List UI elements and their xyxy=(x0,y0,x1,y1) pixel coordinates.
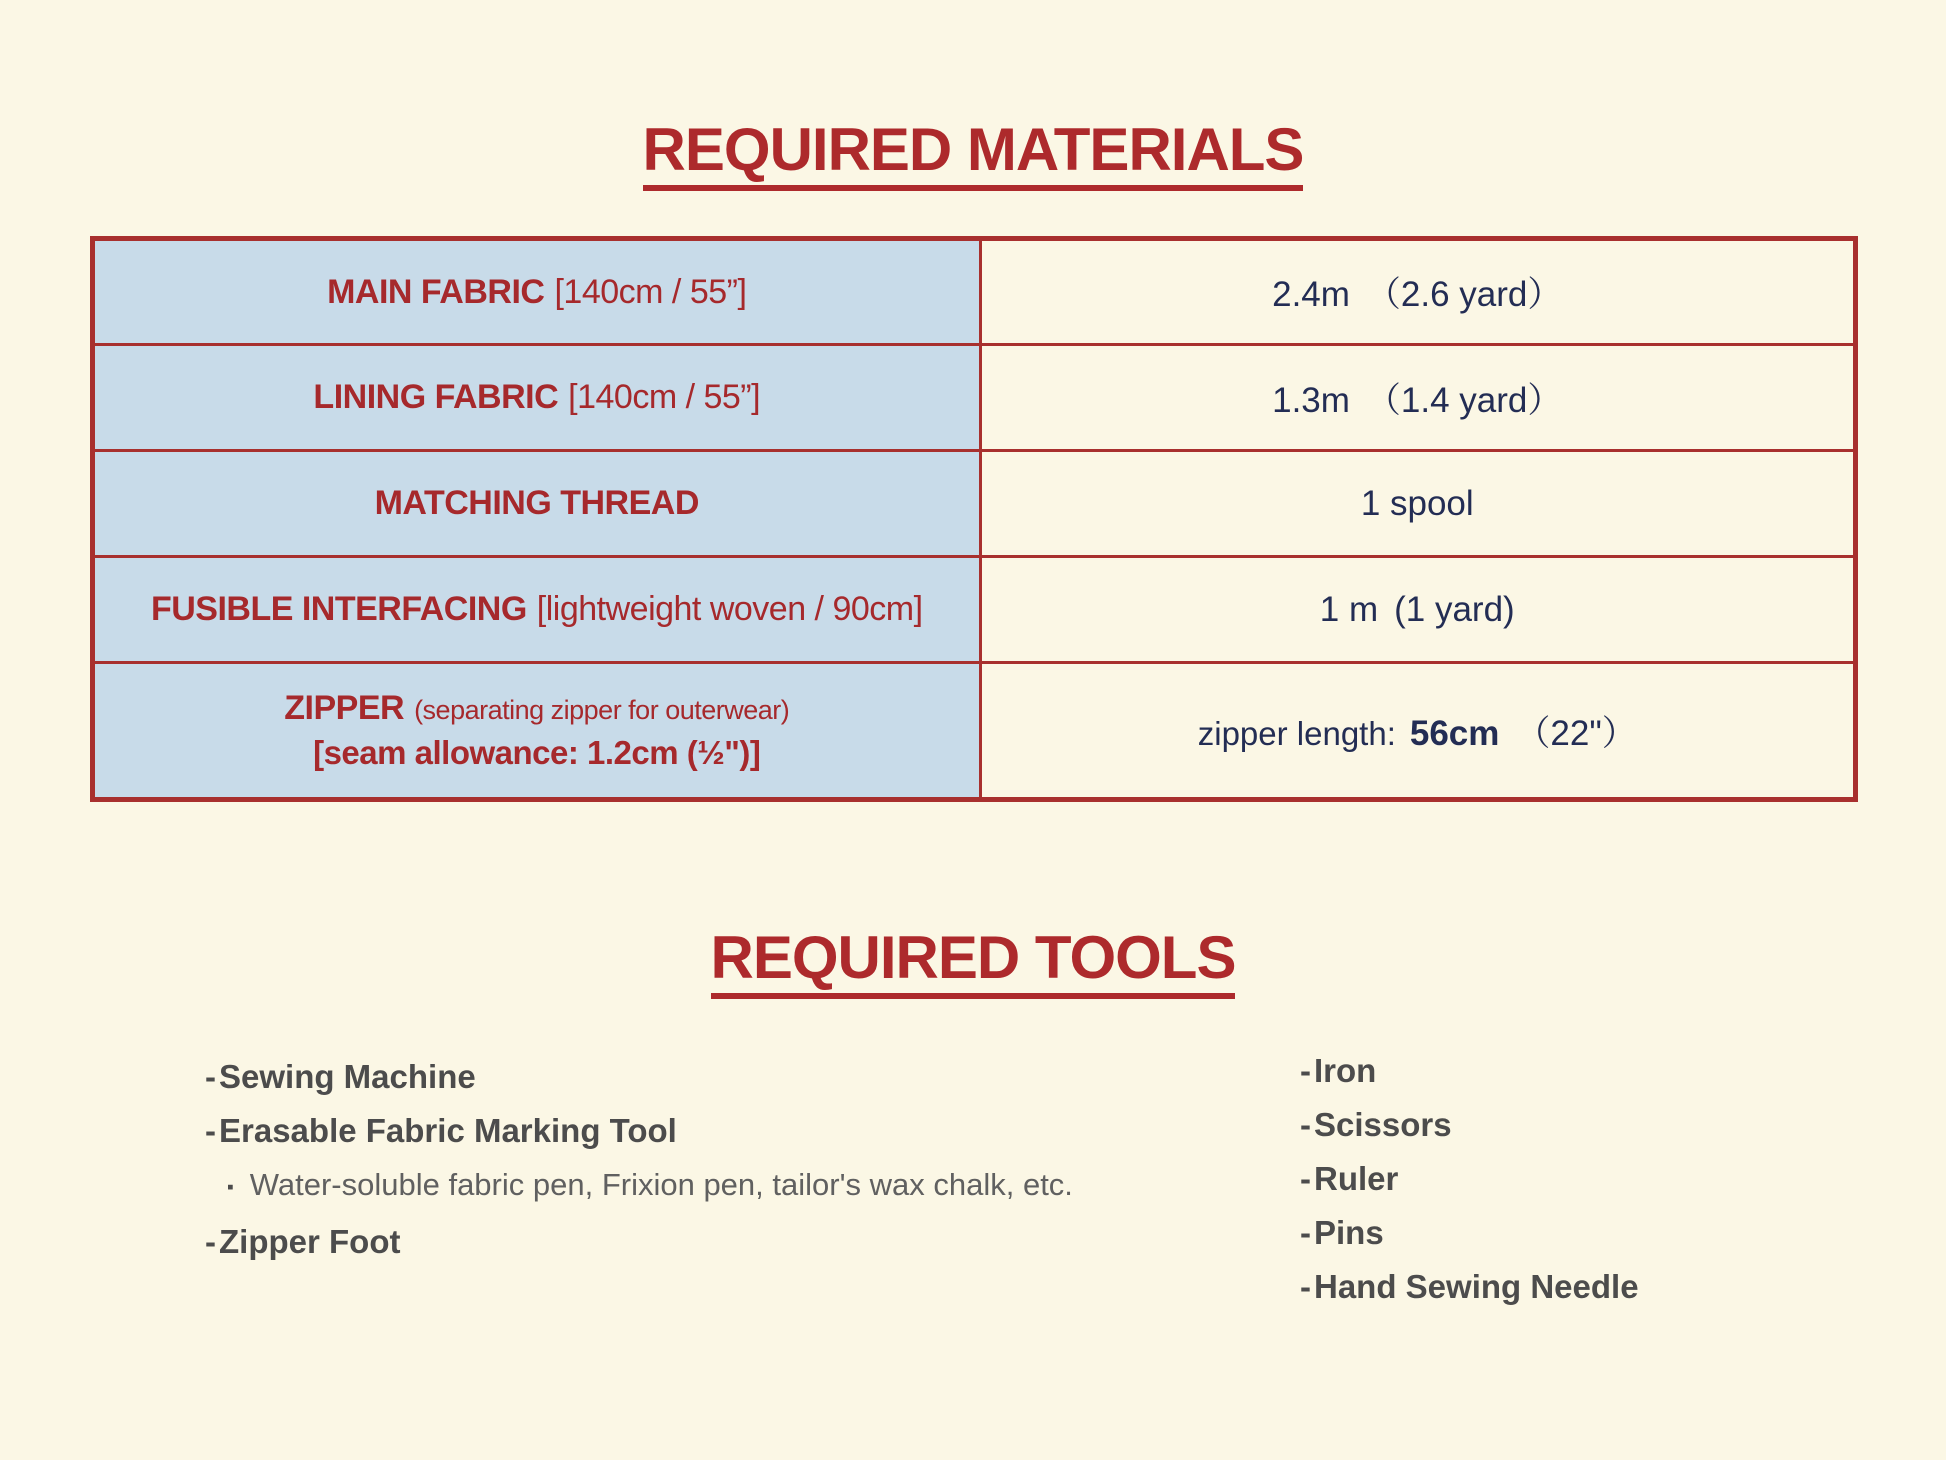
material-name: MAIN FABRIC xyxy=(327,272,545,311)
material-quantity: 56cm xyxy=(1409,713,1500,753)
tool-item-label: Zipper Foot xyxy=(219,1223,401,1260)
tool-item-label: Iron xyxy=(1314,1052,1377,1089)
dash-bullet: - xyxy=(1300,1268,1311,1305)
table-row-matching-thread xyxy=(93,451,1856,557)
tools-list-right xyxy=(1300,1044,1639,1314)
tool-item-label: Hand Sewing Needle xyxy=(1314,1268,1639,1305)
tool-item-scissors xyxy=(1300,1098,1639,1152)
material-value-cell xyxy=(980,345,1856,451)
material-spec: [lightweight woven / 90cm] xyxy=(536,590,923,628)
dash-bullet: - xyxy=(1300,1052,1311,1089)
material-label-cell xyxy=(93,557,981,663)
material-value-cell xyxy=(980,663,1856,800)
material-spec: [140cm / 55”] xyxy=(568,378,761,416)
material-quantity-alt: (1 yard) xyxy=(1394,589,1515,629)
tool-item-label: Ruler xyxy=(1314,1160,1399,1197)
zipper-length-label: zipper length: xyxy=(1197,714,1396,752)
tool-item-pins xyxy=(1300,1206,1639,1260)
zipper-note: (separating zipper for outerwear) xyxy=(414,695,790,725)
material-label-cell xyxy=(93,451,981,557)
tool-sub-item-label: Water-soluble fabric pen, Frixion pen, tailor's wax chalk, etc. xyxy=(249,1167,1073,1202)
material-name: LINING FABRIC xyxy=(313,378,559,416)
dash-bullet: - xyxy=(1300,1214,1311,1251)
tool-item-erasable-marking-tool xyxy=(205,1104,1073,1158)
material-quantity-alt: （2.6 yard） xyxy=(1365,275,1563,314)
tool-item-label: Erasable Fabric Marking Tool xyxy=(219,1112,677,1149)
material-quantity-alt: （1.4 yard） xyxy=(1365,380,1563,420)
material-quantity: 1 spool xyxy=(1360,483,1474,523)
dash-bullet: - xyxy=(1300,1106,1311,1143)
dash-bullet: - xyxy=(205,1112,216,1149)
seam-allowance-note: [seam allowance: 1.2cm (½")] xyxy=(313,734,761,771)
dash-bullet: - xyxy=(205,1223,216,1260)
material-quantity: 1.3m xyxy=(1272,380,1350,420)
material-name: ZIPPER xyxy=(284,689,405,727)
tool-item-sewing-machine xyxy=(205,1050,1073,1104)
materials-section-header xyxy=(0,116,1946,191)
material-label-cell xyxy=(93,345,981,451)
tool-item-label: Sewing Machine xyxy=(219,1058,476,1095)
material-name: MATCHING THREAD xyxy=(374,484,699,522)
square-bullet: ▪ xyxy=(227,1177,234,1198)
material-quantity: 1 m xyxy=(1319,589,1379,629)
tools-section-title: REQUIRED TOOLS xyxy=(711,928,1236,999)
material-label-cell xyxy=(93,239,981,345)
tool-item-ruler xyxy=(1300,1152,1639,1206)
material-label-cell xyxy=(93,663,981,800)
dash-bullet: - xyxy=(205,1058,216,1095)
tools-list-left xyxy=(205,1050,1073,1269)
tools-section-header xyxy=(0,924,1946,999)
table-row-main-fabric xyxy=(93,239,1856,345)
table-row-fusible-interfacing xyxy=(93,557,1856,663)
material-value-cell xyxy=(980,239,1856,345)
tool-item-iron xyxy=(1300,1044,1639,1098)
material-value-cell xyxy=(980,557,1856,663)
table-row-lining-fabric xyxy=(93,345,1856,451)
tool-sub-item-marking-examples xyxy=(205,1158,1073,1215)
materials-table xyxy=(90,236,1858,802)
tool-item-label: Scissors xyxy=(1314,1106,1452,1143)
materials-section-title: REQUIRED MATERIALS xyxy=(643,120,1304,191)
material-value-cell xyxy=(980,451,1856,557)
zipper-label-line xyxy=(96,689,978,728)
material-name: FUSIBLE INTERFACING xyxy=(150,590,527,628)
material-quantity: 2.4m xyxy=(1272,275,1350,314)
tool-item-zipper-foot xyxy=(205,1215,1073,1269)
material-spec: [140cm / 55”] xyxy=(554,272,747,311)
table-row-zipper xyxy=(93,663,1856,800)
dash-bullet: - xyxy=(1300,1160,1311,1197)
tool-item-hand-sewing-needle xyxy=(1300,1260,1639,1314)
tool-item-label: Pins xyxy=(1314,1214,1384,1251)
material-quantity-alt: （22"） xyxy=(1515,713,1637,753)
